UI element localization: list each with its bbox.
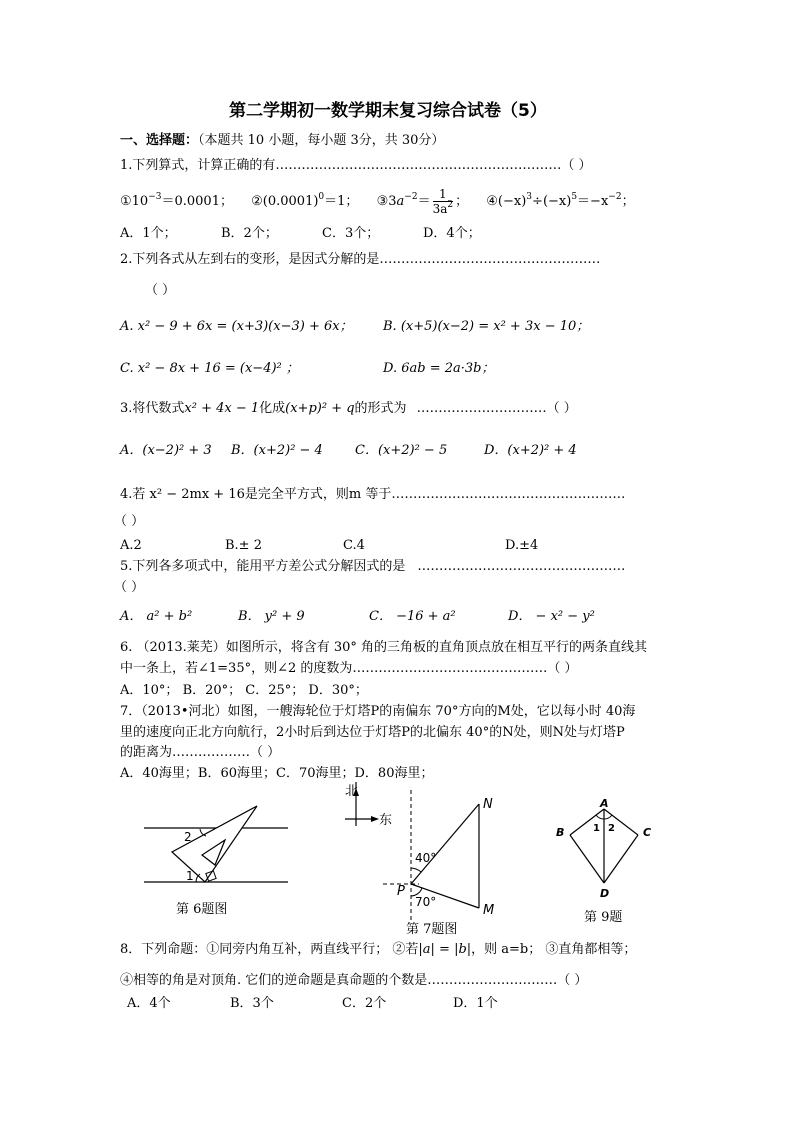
q1-fraction: $\frac{1}{3a^2}$ [432,187,454,216]
q8-option-c: C．2个 [342,996,387,1011]
q1-answer-paren: （ ） [561,158,592,173]
fig6-caption: 第 6题图 [176,902,228,917]
label-40-deg: 40° [415,851,437,865]
q3-stem: 3.将代数式x² + 4x − 1化成(x+p)² + q的形式为 …………………………（ ） [120,401,577,416]
q8-line2: ④相等的角是对顶角. 它们的逆命题是真命题的个数是…………………………（ ） [120,973,588,988]
q1-stem-text: 1.下列算式，计算正确的有 [120,158,276,173]
label-A: A [600,797,609,810]
figure-6 [140,800,310,895]
figure-9 [548,795,668,905]
q8-option-d: D．1个 [453,996,498,1011]
q4-stem [120,487,625,503]
q2-option-c: C. x² − 8x + 16 = (x−4)² ； [120,361,299,376]
set-square-outer [172,806,257,882]
q6-answer-paren: （ ） [547,661,578,676]
angle-40-arc [411,868,421,872]
q1-option-a: A．1个； [120,226,177,241]
q3-expr2: (x+p)² + q [285,401,355,416]
fig7-caption: 第 7题图 [406,922,458,937]
q4-answer-paren: （ ） [114,514,145,529]
q1-dots: ………………………………………………………… [275,158,562,173]
q1-item-4: $④(-x)^3\div(-x)^5=-x^{-2}$； [486,192,635,209]
label-C: C [643,826,652,839]
label-N: N [483,797,493,812]
q5-option-b: B． y² + 9 [238,609,305,624]
q7-options: A．40海里；B．60海里；C．70海里；D．80海里； [120,766,434,781]
q2-option-a: A. x² − 9 + 6x = (x+3)(x−3) + 6x； [120,319,353,334]
q6-line2: 中一条上，若∠1=35°，则∠2 的度数为………………………………………（ ） [120,661,578,676]
q1-item-2: $②(0.0001)^0=1$； [251,192,359,209]
section-heading [120,133,444,149]
q4-dots: ……………………………………………… [391,487,626,502]
figure-7 [335,782,505,922]
q1-option-b: B．2个； [221,226,278,241]
label-M: M [483,903,495,918]
q5-option-a: A． a² + b² [120,609,193,624]
q1-option-c: C．3个； [322,226,380,241]
q3-options [120,443,577,459]
q4-options [120,538,539,554]
east-arrowhead [371,816,379,822]
q5-stem [120,559,625,575]
segment-CD [604,835,638,883]
label-P: P [397,884,405,899]
q2-stem [120,252,600,268]
q2-stem-text: 2.下列各式从左到右的变形，是因式分解的是 [120,252,380,267]
q6-options: A．10°； B．20°； C．25°； D．30°； [120,683,368,698]
q7-line1: 7．（2013•河北）如图，一艘海轮位于灯塔P的南偏东 70°方向的M处，它以每小时 40海 [120,704,636,719]
q5-option-c: C． −16 + a² [369,609,456,624]
q4-stem-text: 4.若 x² − 2mx + 16是完全平方式，则m 等于 [120,487,392,502]
north-label: 北 [345,784,359,799]
q1-stem [120,158,592,174]
q8-dots: ………………………… [427,973,558,988]
q5-answer-paren: （ ） [114,580,145,595]
q4-option-b: B.± 2 [225,538,262,553]
label-D: D [600,887,610,900]
q6-dots: ……………………………………… [352,661,548,676]
q1-item-3: $③3a^{-2}=$ $\frac{1}{3a^2}$ ； [376,187,469,216]
fig6-label-1: 1 [186,869,194,883]
q8-answer-paren: （ ） [557,973,588,988]
q2-option-d: D. 6ab = 2a·3b； [383,361,495,376]
q5-stem-text: 5.下列各多项式中，能用平方差公式分解因式的是 [120,559,406,574]
section-note: （本题共 10 小题，每小题 3分，共 30分） [198,133,445,148]
q7-line2: 里的速度向正北方向航行，2小时后到达位于灯塔P的北偏东 40°的N处，则N处与灯塔P [120,725,625,740]
segment-PN [411,804,479,884]
fig9-caption: 第 9题 [584,910,623,925]
q6-line1: 6. （2013.莱芜）如图所示，将含有 30° 角的三角板的直角顶点放在相互平行的两条直线其 [120,640,648,655]
q1-option-d: D．4个； [423,226,481,241]
east-label: 东 [379,813,393,828]
q1-options [120,226,481,242]
q2-option-b: B. (x+5)(x−2) = x² + 3x − 10； [383,319,590,334]
q7-line3: 的距离为………………（ ） [120,745,281,760]
q5-option-d: D． − x² − y² [508,609,595,624]
page-title: 第二学期初一数学期末复习综合试卷（5） [229,101,547,121]
q8-option-b: B．3个 [230,996,274,1011]
q3-option-c: C．(x+2)² − 5 [355,443,448,458]
q3-option-b: B．(x+2)² − 4 [231,443,323,458]
q1-item-1: $①10^{-3}=0.0001$； [120,192,233,209]
q8-option-a: A．4个 [127,996,171,1011]
q8-abs-expr: |a| = |b| [418,942,472,957]
segment-BD [570,835,604,883]
q3-dots: ………………………… [416,401,547,416]
fig6-label-2: 2 [184,830,192,844]
q4-option-d: D.±4 [505,538,539,553]
q3-answer-paren: （ ） [546,401,577,416]
label-angle-1: 1 [593,823,600,834]
q2-dots: …………………………………………… [379,252,601,267]
q3-expr1: x² + 4x − 1 [184,401,260,416]
q4-option-a: A.2 [120,538,142,553]
q5-options [120,609,595,625]
q5-dots: ………………………………………… [417,559,626,574]
label-B: B [556,826,565,839]
q4-option-c: C.4 [343,538,365,553]
label-70-deg: 70° [415,895,437,909]
label-angle-2: 2 [608,823,615,834]
q2-answer-paren: （ ） [145,283,176,298]
q1-items [120,187,635,216]
q8-line1: 8．下列命题：①同旁内角互补，两直线平行； ②若|a| = |b|，则 a=b； ③直角都相等； [120,942,637,957]
q3-option-d: D．(x+2)² + 4 [484,443,577,458]
q3-option-a: A．(x−2)² + 3 [120,443,212,458]
section-label: 一、选择题： [120,133,199,148]
